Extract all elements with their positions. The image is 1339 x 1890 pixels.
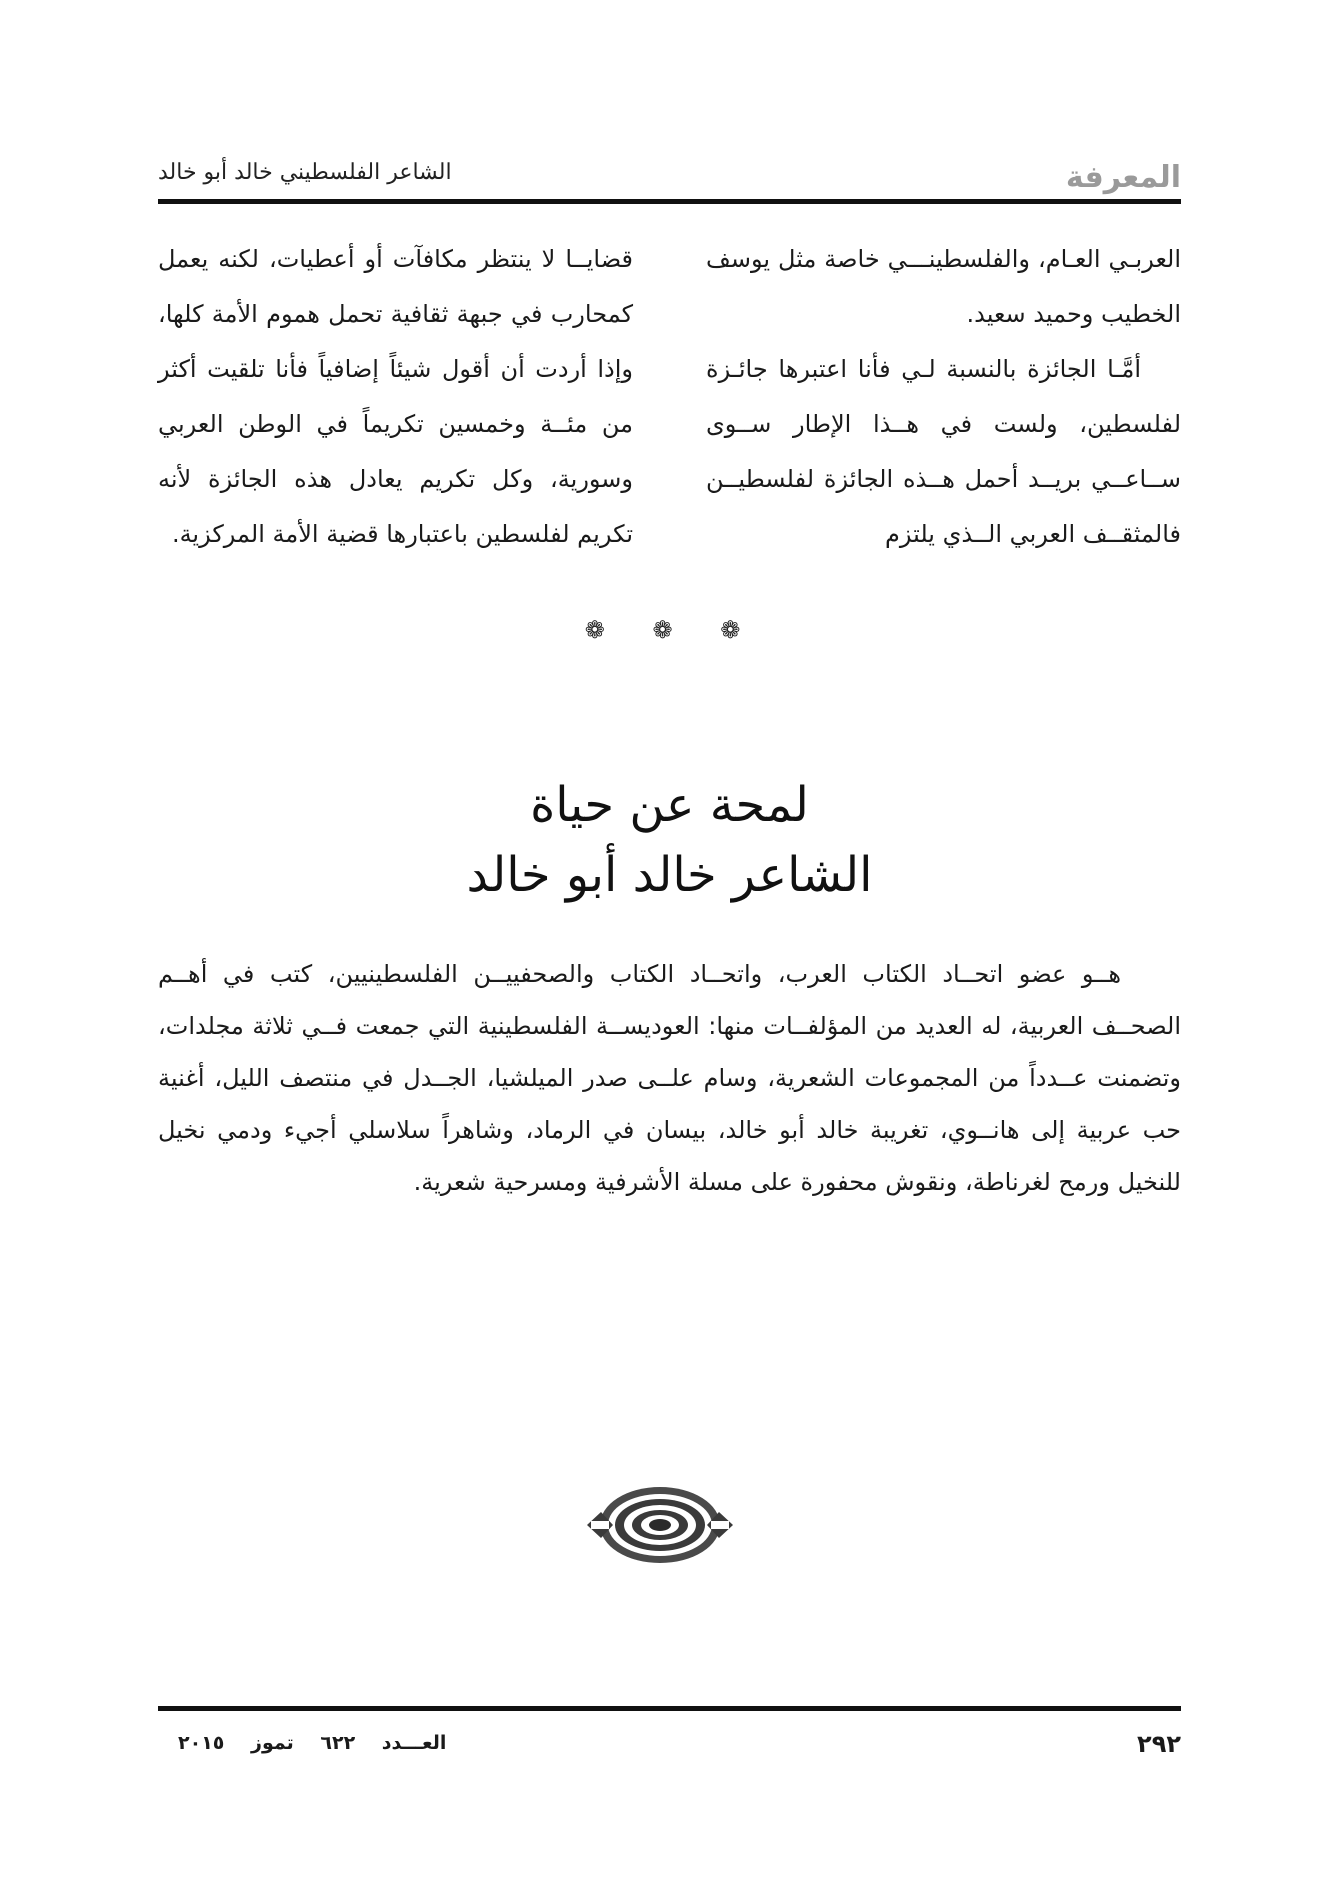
flower-ornament-icon: ❁: [652, 616, 687, 644]
decorative-emblem-icon: [585, 1480, 735, 1570]
flower-ornament-icon: ❁: [584, 616, 619, 644]
issue-number: ٦٢٢: [320, 1732, 356, 1754]
right-column: [706, 232, 1181, 562]
flower-ornament-icon: ❁: [720, 616, 755, 644]
header-rule: [158, 199, 1181, 204]
two-column-text: [158, 232, 1181, 602]
right-column-paragraph-2: أمَّـا الجائزة بالنسبة لـي فأنا اعتبرها جائـزة لفلسطين، ولست في هــذا الإطار ســوى ســاعــي بريــد أحمل هــذه الجائزة لفلسطيــن فالمثقــف العربي الــذي يلتزم: [706, 355, 1181, 548]
biography-paragraph: هــو عضو اتحــاد الكتاب العرب، واتحــاد الكتاب والصحفييــن الفلسطينيين، كتب في أهــم الصحــف العربية، له العديد من المؤلفــات منها: العوديســة الفلسطينية التي جمعت فــي ثلاثة مجلدات، وتضمنت عــدداً من المجموعات الشعرية، وسام علــى صدر الميلشيا، الجــدل في منتصف الليل، أغنية حب عربية إلى هانــوي، تغريبة خالد أبو خالد، بيسان في الرماد، وشاهراً سلاسلي أجيء ودمي نخيل للنخيل ورمح لغرناطة، ونقوش محفورة على مسلة الأشرفية ومسرحية شعرية.: [158, 960, 1181, 1196]
issue-info: [158, 1732, 446, 1754]
issue-year: ٢٠١٥: [178, 1732, 225, 1754]
section-title: [158, 770, 1181, 910]
page-footer: [158, 1730, 1181, 1770]
magazine-logo: المعرفة: [1065, 160, 1181, 195]
section-title-line-2: الشاعر خالد أبو خالد: [466, 847, 873, 903]
issue-label: العـــدد: [381, 1732, 447, 1754]
running-title: الشاعر الفلسطيني خالد أبو خالد: [158, 160, 452, 185]
section-separator: [0, 616, 1339, 644]
footer-rule: [158, 1706, 1181, 1711]
issue-month: تموز: [251, 1732, 294, 1754]
page-number: ٢٩٢: [1137, 1730, 1181, 1758]
right-column-paragraph-1: العربـي العـام، والفلسطينـــي خاصة مثل يوسف الخطيب وحميد سعيد.: [706, 245, 1181, 328]
page-header: [158, 150, 1181, 198]
left-column-paragraph-1: قضايــا لا ينتظر مكافآت أو أعطيات، لكنه يعمل كمحارب في جبهة ثقافية تحمل هموم الأمة كلها، وإذا أردت أن أقول شيئاً إضافياً فأنا تلقيت أكثر من مئــة وخمسين تكريماً في الوطن العربي وسورية، وكل تكريم يعادل هذه الجائزة لأنه تكريم لفلسطين باعتبارها قضية الأمة المركزية.: [158, 245, 633, 548]
left-column: [158, 232, 633, 562]
section-title-line-1: لمحة عن حياة: [530, 777, 809, 833]
